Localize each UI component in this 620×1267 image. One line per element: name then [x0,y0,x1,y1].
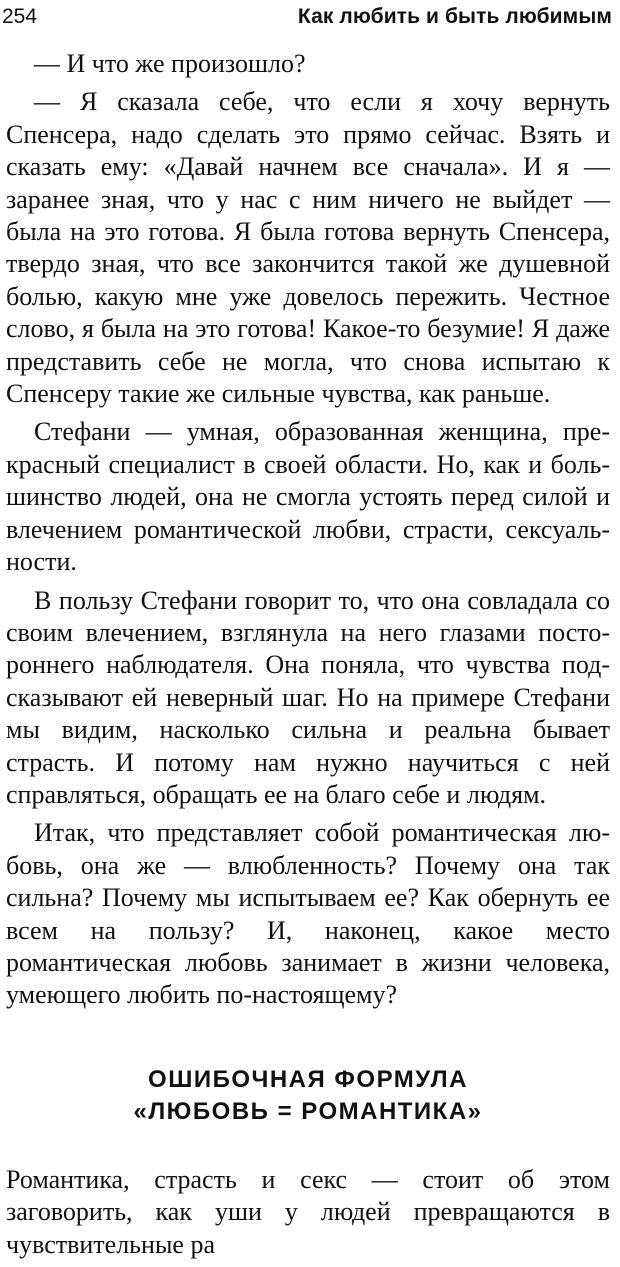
section-heading [6,1064,610,1128]
paragraph-stefani: Стефани — умная, образованная женщина, прекрасный специалист в своей области. Но, как и большинство людей, она не смогла устоять перед силой и влечением романтической любви, страсти, сексуальности. [6,417,610,577]
paragraph-closing: Романтика, страсть и секс — стоит об этом заговорить, как уши у людей превращаются в чувствительные ра [6,1164,610,1259]
running-head [2,2,612,32]
paragraph-answer: — Я сказала себе, что если я хочу вернуть Спенсера, надо сделать это прямо сейчас. Взять и сказать ему: «Давай начнем все сначала». И я — заранее зная, что у нас с ним ничего не выйдет — была на это готова. Я была готова вернуть Спенсера, твердо зная, что все закончится такой же душевной болью, какую мне уже довелось пережить. Честное слово, я была на это готова! Какое-то безумие! Я даже представить себе не могла, что снова испытаю к Спенсеру такие же сильные чувства, как раньше. [6,87,610,409]
paragraph-question: — И что же произошло? [34,49,306,78]
page-number: 254 [2,5,38,28]
book-title: Как любить и быть любимым [297,5,612,28]
section-heading-line-2: «ЛЮБОВЬ = РОМАНТИКА» [133,1097,483,1125]
paragraph-questions: Итак, что представляет собой романтическая любовь, она же — влюбленность? Почему она так сильна? Почему мы испытываем ее? Как обернуть ее всем на пользу? И, наконец, какое место романтическая любовь занимает в жизни человека, умеющего любить по-настоящему? [6,818,610,1010]
body-text [6,48,610,1267]
section-heading-line-1: ОШИБОЧНАЯ ФОРМУЛА [148,1065,468,1093]
paragraph-in-favor: В пользу Стефани говорит то, что она совладала со своим влечением, взглянула на него глазами постороннего наблюдателя. Она поняла, что чувства подсказывают ей неверный шаг. Но на примере Стефани мы видим, насколько сильна и реальна бывает страсть. И потому нам нужно научиться с ней справляться, обращать ее на благо себе и людям. [6,585,610,809]
